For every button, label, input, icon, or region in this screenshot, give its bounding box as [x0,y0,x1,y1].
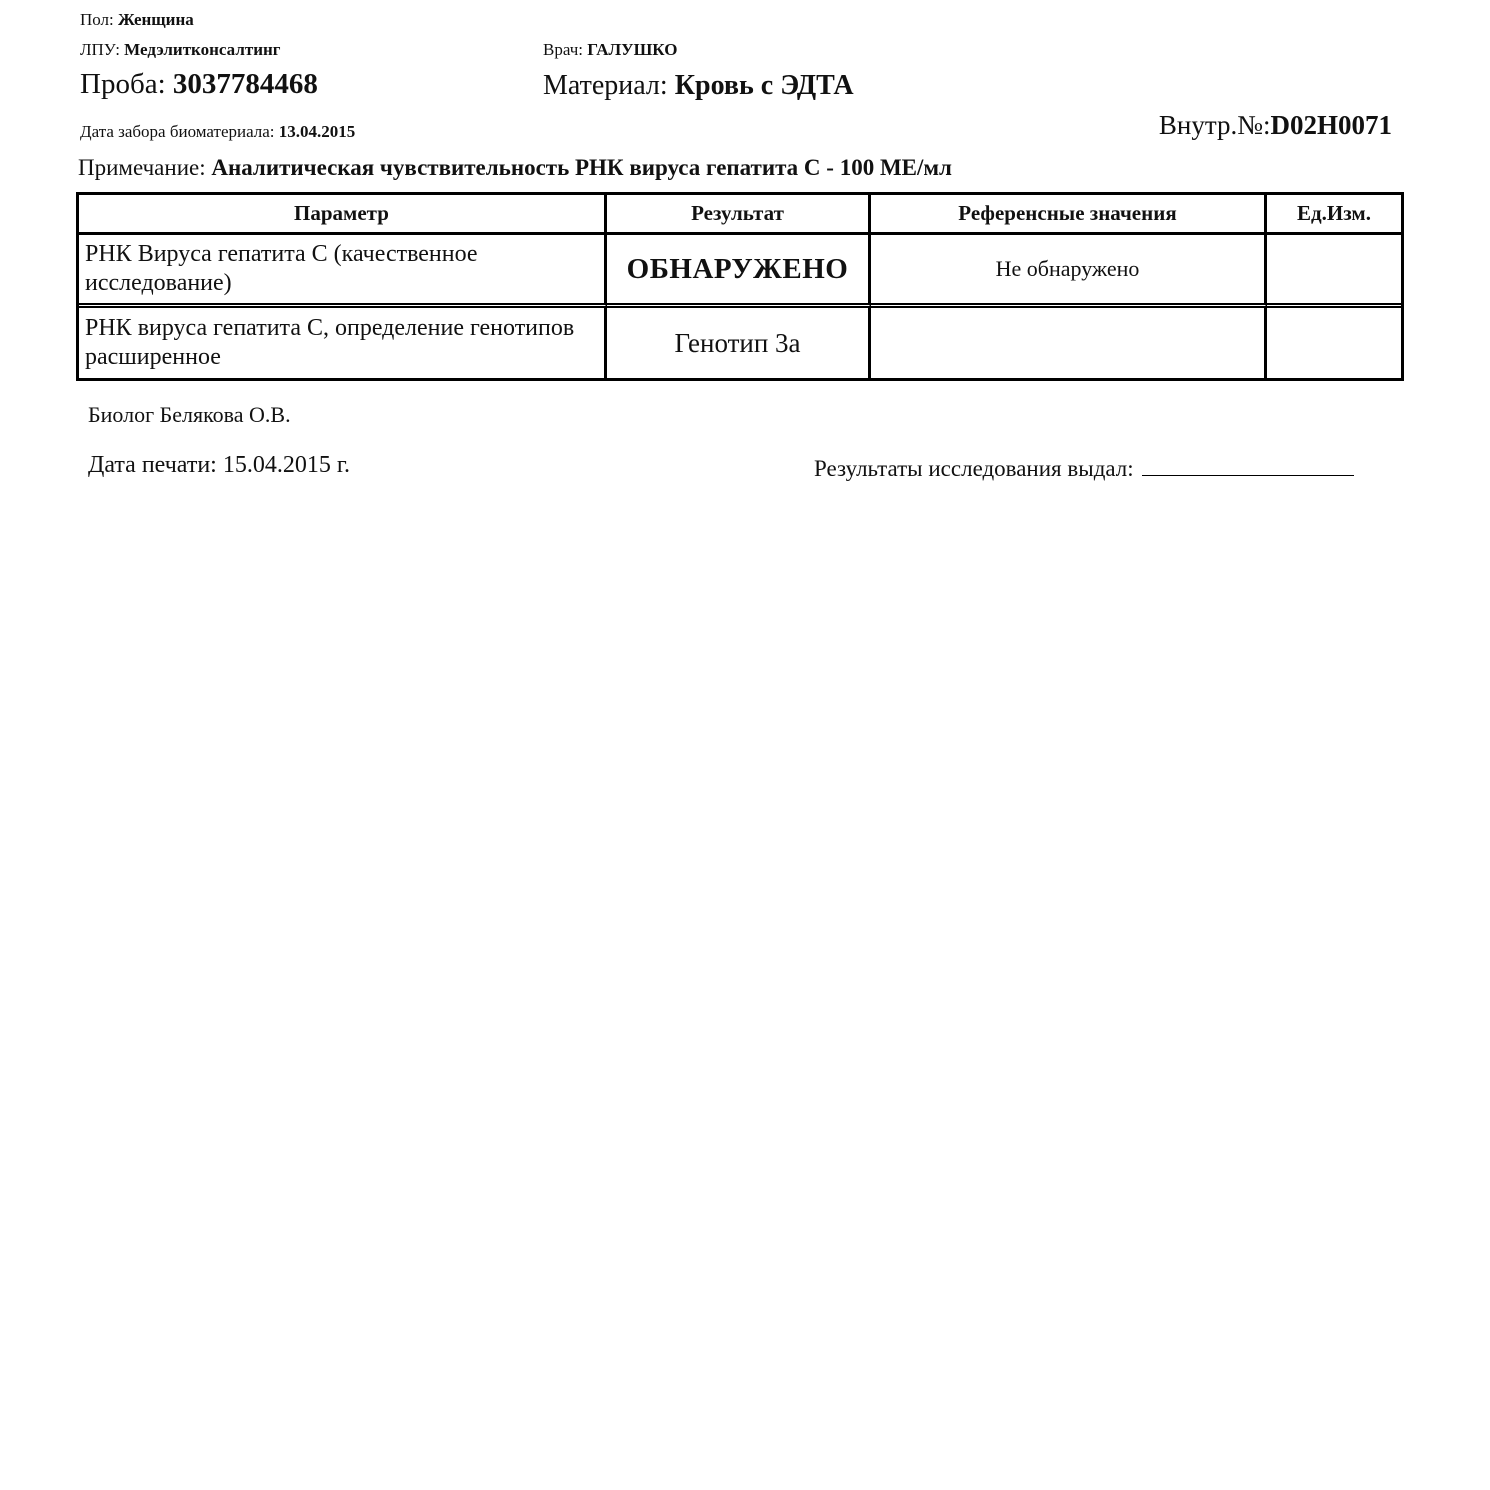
doctor-label: Врач: [543,40,583,59]
gender-label: Пол: [80,10,114,29]
material-label: Материал: [543,70,668,101]
internal-number-value: D02H0071 [1270,110,1392,140]
cell-result: Генотип 3а [607,308,871,378]
material-field [543,70,854,102]
lpu-label: ЛПУ: [80,40,120,59]
collection-date-label: Дата забора биоматериала: [80,122,275,141]
table-row [79,308,1401,378]
gender-field [80,10,194,30]
material-value: Кровь с ЭДТА [674,70,854,101]
sample-field [80,68,318,101]
cell-unit [1267,235,1401,308]
cell-result: ОБНАРУЖЕНО [607,235,871,308]
biologist-name: Биолог Белякова О.В. [88,402,291,427]
cell-parameter: РНК вируса гепатита С, определение генотипов расширенное [79,308,607,378]
table-header-row [79,195,1401,235]
collection-date-value: 13.04.2015 [278,122,356,141]
note-field [78,155,952,181]
note-label: Примечание: [78,155,206,180]
cell-unit [1267,308,1401,378]
issued-by-label: Результаты исследования выдал: [814,456,1134,481]
sample-label: Проба: [80,68,166,100]
column-header-unit: Ед.Изм. [1267,195,1401,235]
lpu-value: Медэлитконсалтинг [124,40,281,59]
column-header-result: Результат [607,195,871,235]
print-date-value: 15.04.2015 г. [222,452,350,478]
cell-reference [871,308,1267,378]
cell-parameter: РНК Вируса гепатита С (качественное исследование) [79,235,607,308]
doctor-value: ГАЛУШКО [587,40,678,59]
internal-number-label: Внутр.№: [1158,110,1271,140]
note-value: Аналитическая чувствительность РНК вируса гепатита С - 100 МЕ/мл [211,155,952,180]
lpu-field [80,40,281,60]
sample-value: 3037784468 [172,68,318,100]
issued-by-field [814,453,1354,482]
column-header-reference: Референсные значения [871,195,1267,235]
internal-number-field [1159,110,1392,141]
doctor-field [543,40,677,60]
results-table [76,192,1404,381]
cell-reference: Не обнаружено [871,235,1267,308]
signature-line [1142,453,1354,476]
column-header-parameter: Параметр [79,195,607,235]
gender-value: Женщина [118,10,194,29]
table-row [79,235,1401,308]
print-date-label: Дата печати: [88,452,217,478]
collection-date-field [80,122,355,142]
print-date-field [88,452,350,479]
